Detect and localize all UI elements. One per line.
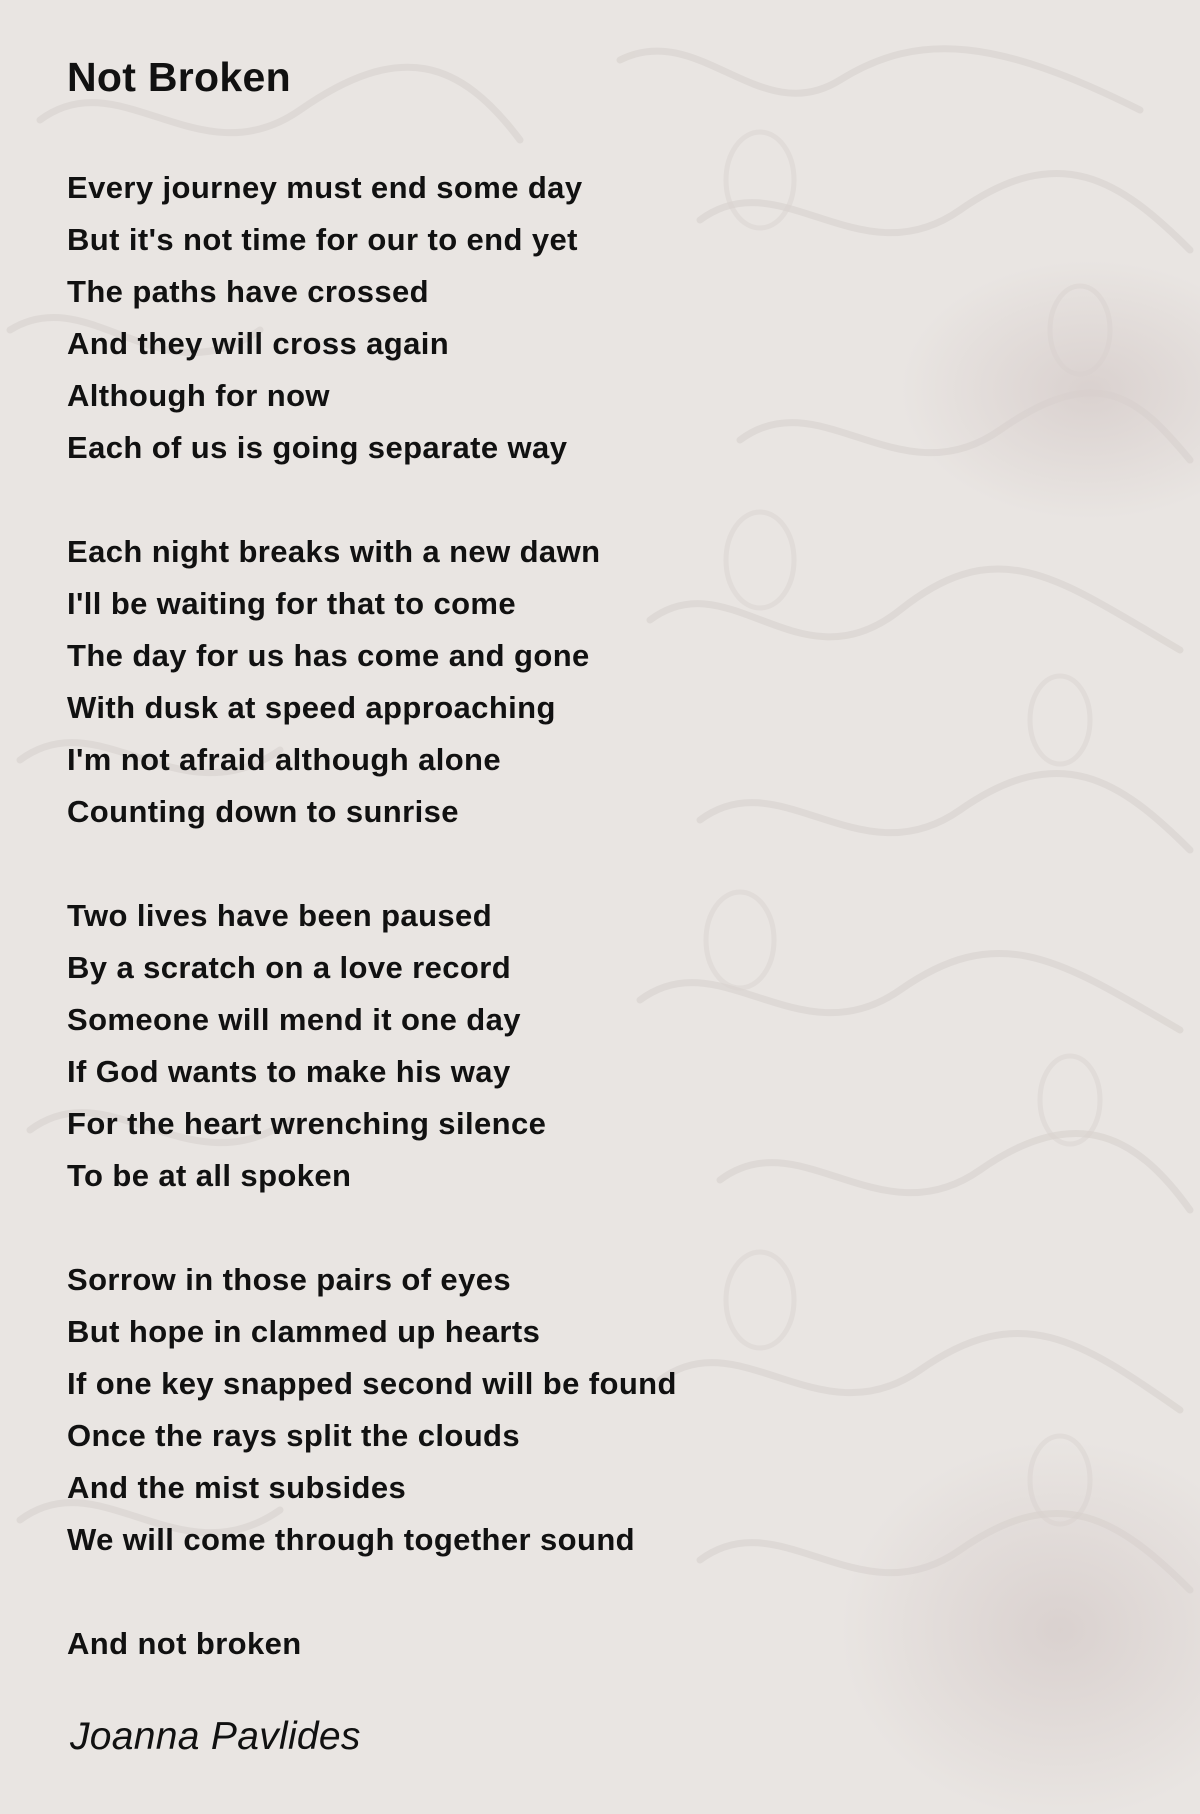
poem-body [67,162,1127,1670]
poem-line: I'll be waiting for that to come [67,586,517,621]
poem-line: If one key snapped second will be found [67,1366,677,1401]
poem-line: The day for us has come and gone [67,638,590,673]
poem-line: Every journey must end some day [67,170,583,205]
poem-line: I'm not afraid although alone [67,742,502,777]
stanza-2 [67,526,1127,838]
poem-line: Someone will mend it one day [67,1002,521,1037]
poem-line: The paths have crossed [67,274,429,309]
poem-line: And not broken [67,1626,302,1661]
poem-line: Once the rays split the clouds [67,1418,521,1453]
poem-line: But it's not time for our to end yet [67,222,578,257]
poem-line: If God wants to make his way [67,1054,511,1089]
poem-line: Each of us is going separate way [67,430,568,465]
poem-line: Each night breaks with a new dawn [67,534,601,569]
poem-container [67,48,1127,1670]
poem-line: And the mist subsides [67,1470,407,1505]
poem-line: Although for now [67,378,330,413]
poem-line: Counting down to sunrise [67,794,459,829]
poem-title: Not Broken [67,54,291,100]
poem-line: Sorrow in those pairs of eyes [67,1262,511,1297]
poem-line: By a scratch on a love record [67,950,512,985]
poem-line: Two lives have been paused [67,898,493,933]
poem-line: To be at all spoken [67,1158,352,1193]
stanza-3 [67,890,1127,1202]
stanza-5 [67,1618,1127,1670]
stanza-4 [67,1254,1127,1566]
poem-line: We will come through together sound [67,1522,635,1557]
poem-line: For the heart wrenching silence [67,1106,547,1141]
poem-author: Joanna Pavlides [70,1715,361,1758]
poem-line: But hope in clammed up hearts [67,1314,541,1349]
poem-line: With dusk at speed approaching [67,690,556,725]
poem-line: And they will cross again [67,326,450,361]
stanza-1 [67,162,1127,474]
